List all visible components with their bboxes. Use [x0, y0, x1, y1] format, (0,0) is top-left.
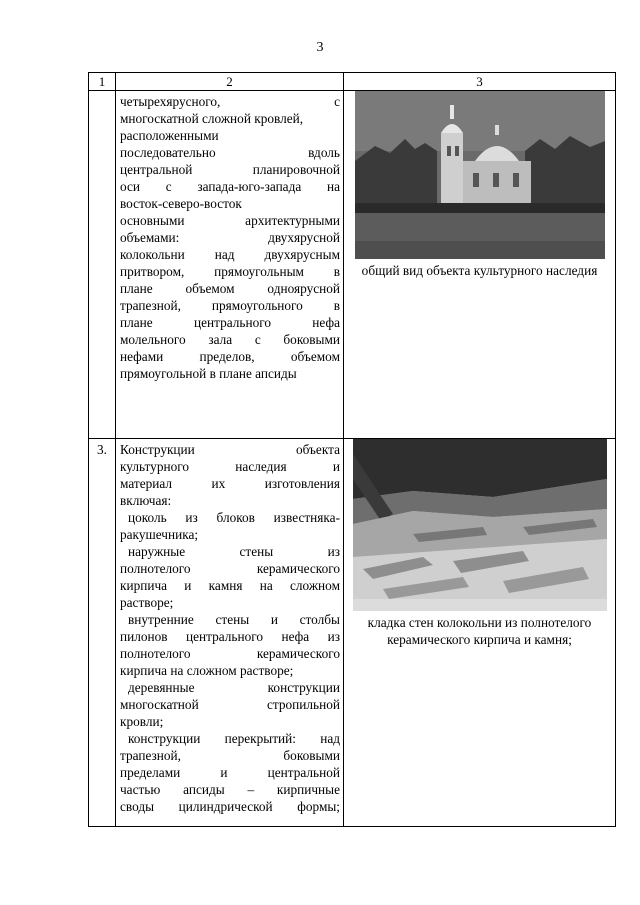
row-number-cell: 3. — [89, 439, 116, 827]
row-description-cell — [116, 439, 344, 827]
header-col-2: 2 — [116, 73, 344, 91]
text-line: многоскатной стропильной — [120, 697, 340, 712]
text-line: центральной планировочной — [120, 162, 340, 177]
text-line: растворе; — [120, 595, 174, 610]
text-line: пределами и центральной — [120, 765, 340, 780]
text-line: частью апсиды – кирпичные — [120, 782, 340, 797]
text-line: кирпича и камня на сложном — [120, 578, 340, 593]
row-photo-cell — [344, 91, 616, 439]
text-line: материал их изготовления — [120, 476, 340, 491]
text-line: восток-северо-восток — [120, 196, 242, 211]
text-line: плане объемом одноярусной — [120, 281, 340, 296]
masonry-wall-photo — [353, 439, 607, 611]
church-facade-photo — [355, 91, 605, 259]
text-line: трапезной, прямоугольного в — [120, 298, 340, 313]
heritage-table — [88, 72, 616, 827]
page-number: 3 — [316, 40, 324, 55]
text-line: наружные стены из — [128, 544, 340, 559]
text-line: нефами пределов, объемом — [120, 349, 340, 364]
text-line: плане центрального нефа — [120, 315, 340, 330]
text-line: конструкции перекрытий: над — [128, 731, 340, 746]
table-row-constructions — [89, 439, 616, 827]
text-line: колокольни над двухярусным — [120, 247, 340, 262]
text-line: пилонов центрального нефа из — [120, 629, 340, 644]
text-line: включая: — [120, 493, 172, 508]
photo-caption — [346, 614, 613, 648]
text-line: расположенными — [120, 128, 219, 143]
text-line: Конструкции объекта — [120, 442, 340, 457]
table-row-architecture — [89, 91, 616, 439]
text-line: кровли; — [120, 714, 164, 729]
text-line: многоскатной сложной кровлей, — [120, 111, 304, 126]
header-col-1: 1 — [89, 73, 116, 91]
text-line: полнотелого керамического — [120, 561, 340, 576]
text-line: деревянные конструкции — [128, 680, 340, 695]
text-line: четырехярусного, с — [120, 94, 340, 109]
text-line: кирпича на сложном растворе; — [120, 663, 294, 678]
text-line: последовательно вдоль — [120, 145, 340, 160]
text-line: внутренние стены и столбы — [128, 612, 340, 627]
text-line: своды цилиндрической формы; — [120, 799, 340, 814]
text-line: основными архитектурными — [120, 213, 340, 228]
row-number-cell — [89, 91, 116, 439]
photo-caption-line: кладка стен колокольни из полнотелого — [367, 615, 592, 630]
text-line: молельного зала с боковыми — [120, 332, 340, 347]
text-line: полнотелого керамического — [120, 646, 340, 661]
table-header-row — [89, 73, 616, 91]
text-line: объемами: двухярусной — [120, 230, 340, 245]
photo-caption: общий вид объекта культурного наследия — [361, 263, 598, 278]
text-line: цоколь из блоков известняка- — [128, 510, 340, 525]
photo-caption-line: керамического кирпича и камня; — [387, 632, 572, 647]
text-line: ракушечника; — [120, 527, 199, 542]
row-description-cell — [116, 91, 344, 439]
text-line: трапезной, боковыми — [120, 748, 340, 763]
header-col-3: 3 — [344, 73, 616, 91]
text-line: культурного наследия и — [120, 459, 340, 474]
text-line: оси с запада-юго-запада на — [120, 179, 340, 194]
text-line: притвором, прямоугольным в — [120, 264, 340, 279]
row-photo-cell — [344, 439, 616, 827]
text-line: прямоугольной в плане апсиды — [120, 366, 297, 381]
